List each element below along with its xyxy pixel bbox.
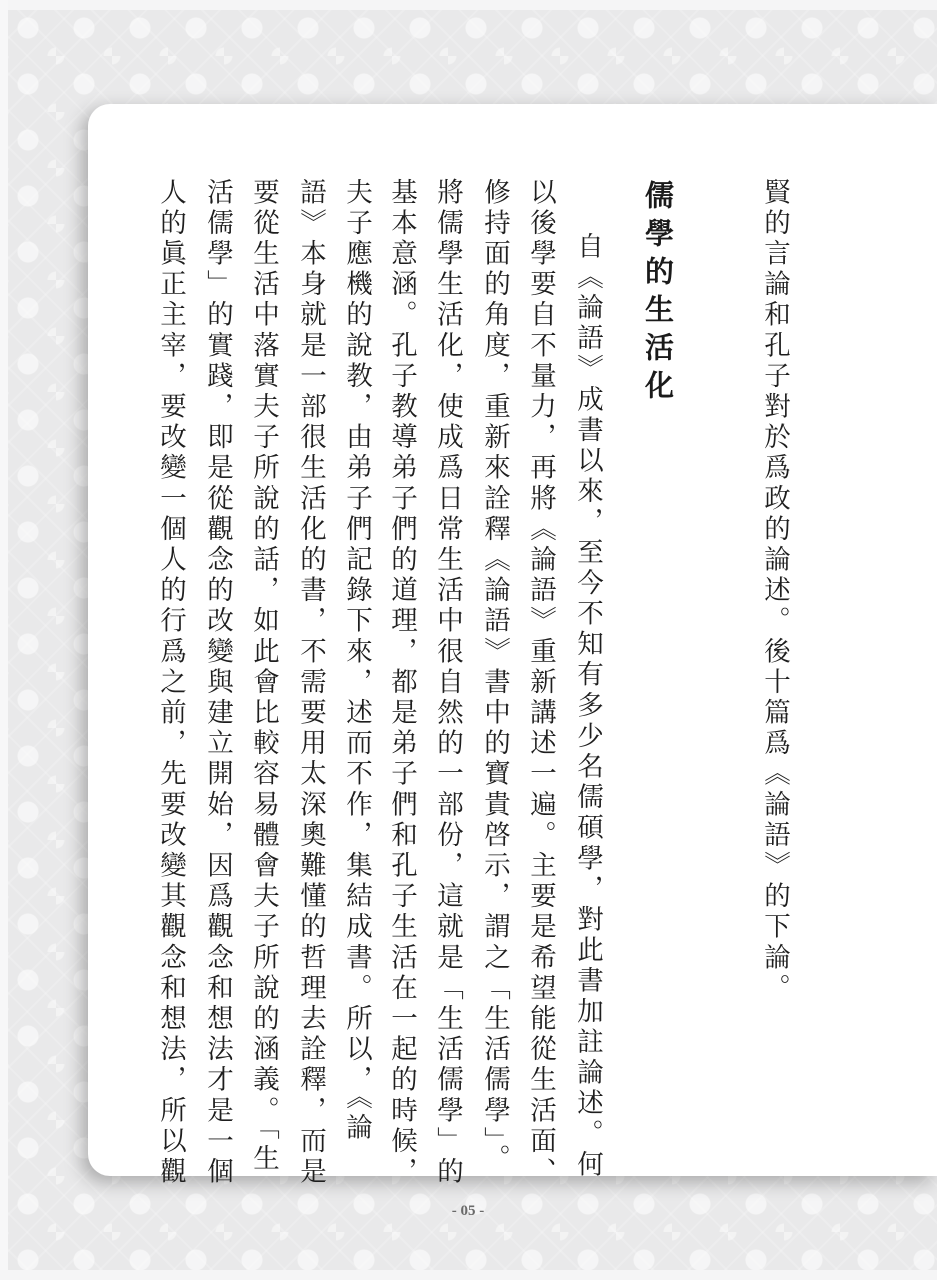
text-column-6: 基本意涵。孔子教導弟子們的道理，都是弟子們和孔子生活在一起的時候， bbox=[386, 178, 417, 1188]
text-column-2: 自《論語》成書以來，至今不知有多少名儒碩學，對此書加註論述。何 bbox=[572, 232, 603, 1181]
section-heading: 儒學的生活化 bbox=[641, 180, 675, 408]
text-column-9: 要從生活中落實夫子所說的話，如此會比較容易體會夫子所說的涵義。「生 bbox=[248, 178, 279, 1175]
text-column-8: 語》本身就是一部很生活化的書，不需要用太深奧難懂的哲理去詮釋，而是 bbox=[295, 178, 326, 1188]
page-number: - 05 - bbox=[451, 1203, 485, 1219]
text-column-4: 修持面的角度，重新來詮釋《論語》書中的寶貴啓示，謂之「生活儒學」。 bbox=[479, 178, 510, 1175]
text-column-7: 夫子應機的說教，由弟子們記錄下來，述而不作，集結成書。所以，《論 bbox=[341, 178, 372, 1144]
text-column-5: 將儒學生活化，使成爲日常生活中很自然的一部份，這就是「生活儒學」的 bbox=[432, 178, 463, 1188]
text-column-3: 以後學要自不量力，再將《論語》重新講述一遍。主要是希望能從生活面、 bbox=[525, 178, 556, 1188]
top-border-strip bbox=[0, 0, 937, 10]
text-column-1: 賢的言論和孔子對於爲政的論述。後十篇爲《論語》的下論。 bbox=[759, 178, 790, 1005]
text-column-11: 人的眞正主宰，要改變一個人的行爲之前，先要改變其觀念和想法，所以觀 bbox=[155, 178, 186, 1188]
bottom-border-strip bbox=[0, 1270, 937, 1280]
text-column-10: 活儒學」的實踐，即是從觀念的改變與建立開始，因爲觀念和想法才是一個 bbox=[202, 178, 233, 1188]
left-border-strip bbox=[0, 0, 8, 1280]
